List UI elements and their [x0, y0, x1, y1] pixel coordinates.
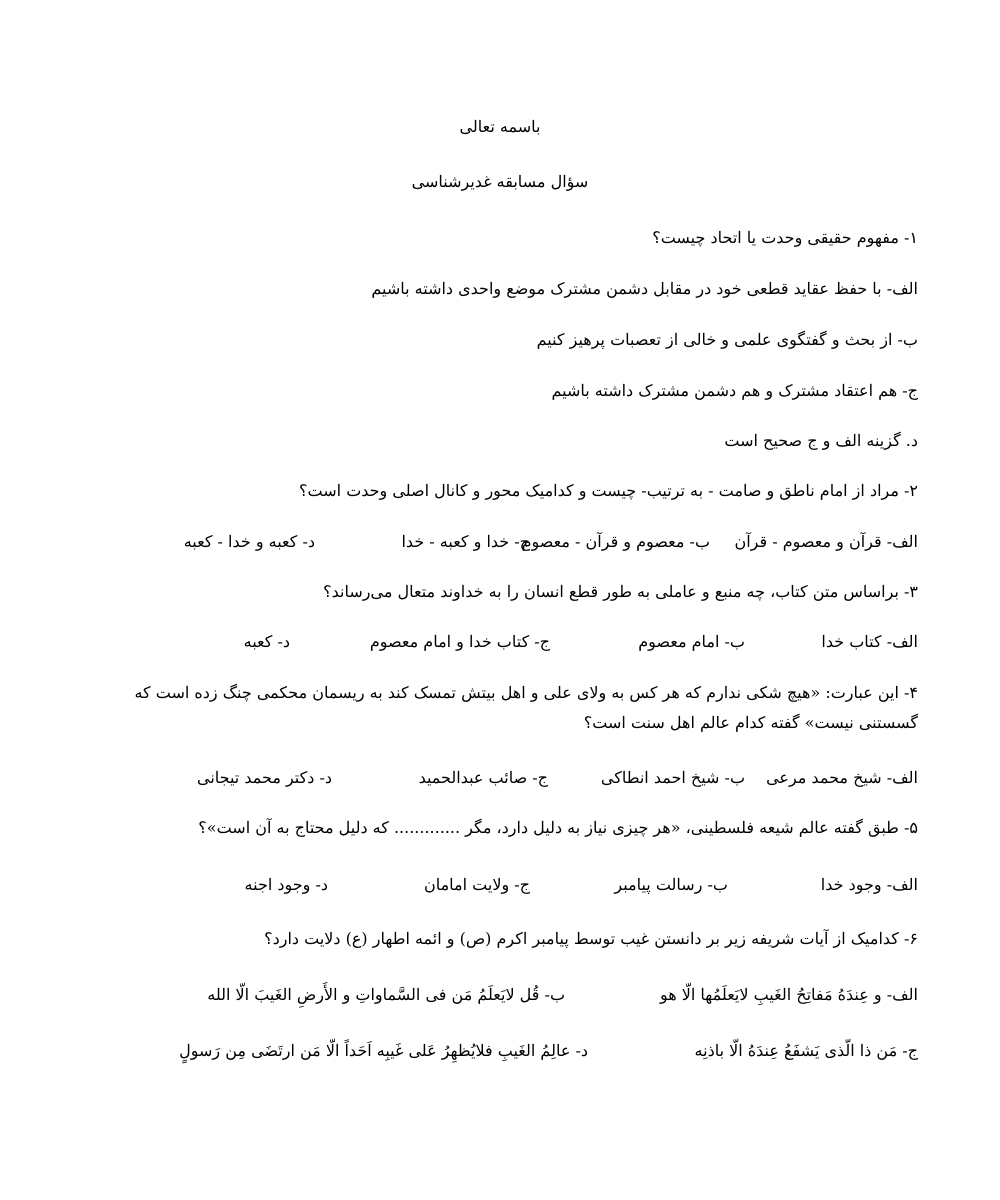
- q2-option-a: الف- قرآن و معصوم - قرآن: [734, 532, 918, 551]
- q6-option-a: الف- و عِندَهُ مَفاتِحُ الغَیبِ لایَعلَمُها الّا هو: [659, 985, 918, 1004]
- q2-option-b: ب- معصوم و قرآن - معصوم: [521, 532, 710, 551]
- q3-option-d: د- کعبه: [243, 632, 290, 651]
- q4-option-c: ج- صائب عبدالحمید: [418, 768, 548, 787]
- question-5: ۵- طبق گفته عالم شیعه فلسطینی، «هر چیزی نیاز به دلیل دارد، مگر ............. که دلیل محتاج به آن است»؟: [198, 818, 918, 837]
- q3-option-c: ج- کتاب خدا و امام معصوم: [369, 632, 550, 651]
- q6-option-d: د- عالِمُ الغَیبِ فلایُظهِرُ عَلی غَیبِه اَحَداً الّا مَن ارتَضَی مِن رَسولٍ: [179, 1041, 588, 1060]
- q5-option-c: ج- ولایت امامان: [423, 875, 530, 894]
- q1-option-c: ج- هم اعتقاد مشترک و هم دشمن مشترک داشته باشیم: [551, 381, 918, 400]
- q1-option-b: ب- از بحث و گفتگوی علمی و خالی از تعصبات پرهیز کنیم: [536, 330, 918, 349]
- q4-option-b: ب- شیخ احمد انطاکی: [600, 768, 745, 787]
- question-1: ۱- مفهوم حقیقی وحدت یا اتحاد چیست؟: [652, 228, 918, 247]
- q6-option-c: ج- مَن ذا الّذی یَشفَعُ عِندَهُ الّا باذنِه: [694, 1041, 918, 1060]
- q1-option-a: الف- با حفظ عقاید قطعی خود در مقابل دشمن مشترک موضع واحدی داشته باشیم: [371, 279, 918, 298]
- page-title: سؤال مسابقه غدیرشناسی: [411, 172, 589, 191]
- q4-option-d: د- دکتر محمد تیجانی: [196, 768, 332, 787]
- q6-option-b: ب- قُل لایَعلَمُ مَن فی السَّماواتِ و الأَرضِ الغَیبَ الّا الله: [207, 985, 565, 1004]
- q2-option-d: د- کعبه و خدا - کعبه: [183, 532, 315, 551]
- question-4: ۴- این عبارت: «هیچ شکی ندارم که هر کس به ولای علی و اهل بیتش تمسک کند به ریسمان محکمی چنگ زده است که گسستنی نیست» گفته کدام عالم اهل سنت است؟: [134, 683, 918, 732]
- question-2: ۲- مراد از امام ناطق و صامت - به ترتیب- چیست و کدامیک محور و کانال اصلی وحدت است؟: [299, 481, 918, 500]
- q1-option-d: د. گزینه الف و ج صحیح است: [724, 431, 918, 450]
- q5-option-a: الف- وجود خدا: [820, 875, 918, 894]
- q3-option-b: ب- امام معصوم: [638, 632, 745, 651]
- q5-option-b: ب- رسالت پیامبر: [614, 875, 728, 894]
- q3-option-a: الف- کتاب خدا: [821, 632, 918, 651]
- q5-option-d: د- وجود اجنه: [244, 875, 328, 894]
- q4-option-a: الف- شیخ محمد مرعی: [766, 768, 918, 787]
- question-3: ۳- براساس متن کتاب، چه منبع و عاملی به طور قطع انسان را به خداوند متعال می‌رساند؟: [323, 582, 918, 601]
- invocation: باسمه تعالی: [459, 117, 541, 136]
- q2-option-c: ج- خدا و کعبه - خدا: [401, 532, 530, 551]
- question-6: ۶- کدامیک از آیات شریفه زیر بر دانستن غیب توسط پیامبر اکرم (ص) و ائمه اطهار (ع) دلایت دارد؟: [264, 929, 918, 948]
